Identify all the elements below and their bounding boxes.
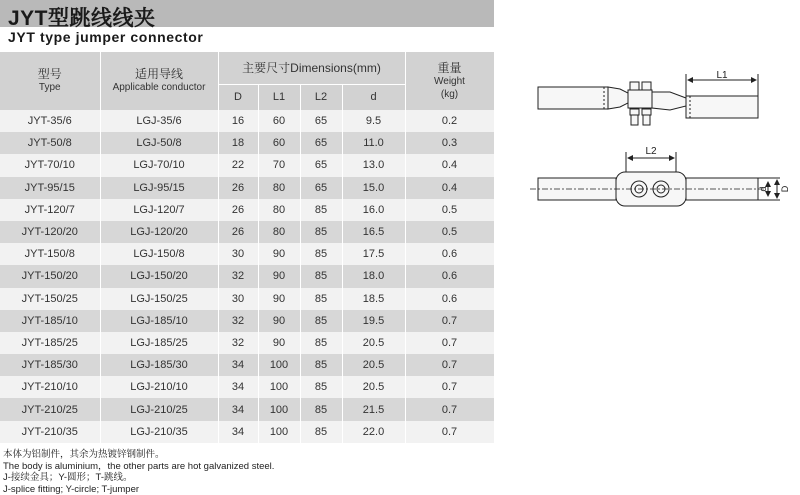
cell-weight: 0.7 xyxy=(405,421,494,443)
cell-conductor: LGJ-35/6 xyxy=(100,110,218,132)
cell-L1: 100 xyxy=(258,398,300,420)
cell-L1: 80 xyxy=(258,177,300,199)
side-right-taper xyxy=(652,92,686,110)
cell-type: JYT-70/10 xyxy=(0,154,100,176)
cell-L1: 60 xyxy=(258,132,300,154)
header-conductor xyxy=(100,52,218,110)
cell-weight: 0.3 xyxy=(405,132,494,154)
cell-weight: 0.7 xyxy=(405,310,494,332)
cell-conductor: LGJ-120/20 xyxy=(100,221,218,243)
cell-D: 34 xyxy=(218,398,258,420)
side-right-sleeve xyxy=(686,96,758,118)
cell-d: 16.0 xyxy=(342,199,405,221)
side-bolt-shank-right xyxy=(643,115,650,125)
header-weight-cn: 重量 xyxy=(437,60,462,75)
cell-D: 34 xyxy=(218,376,258,398)
cell-L2: 85 xyxy=(300,398,342,420)
table-row xyxy=(0,154,494,176)
cell-weight: 0.4 xyxy=(405,177,494,199)
cell-L2: 85 xyxy=(300,221,342,243)
cell-D: 26 xyxy=(218,199,258,221)
header-L2: L2 xyxy=(300,85,342,111)
cell-d: 19.5 xyxy=(342,310,405,332)
cell-weight: 0.2 xyxy=(405,110,494,132)
header-conductor-cn: 适用导线 xyxy=(134,67,183,81)
cell-conductor: LGJ-185/30 xyxy=(100,354,218,376)
cell-d: 9.5 xyxy=(342,110,405,132)
cell-conductor: LGJ-70/10 xyxy=(100,154,218,176)
cell-d: 20.5 xyxy=(342,332,405,354)
cell-D: 32 xyxy=(218,310,258,332)
cell-type: JYT-210/35 xyxy=(0,421,100,443)
cell-type: JYT-120/7 xyxy=(0,199,100,221)
cell-L2: 65 xyxy=(300,154,342,176)
table-row xyxy=(0,265,494,287)
header-conductor-en: Applicable conductor xyxy=(112,82,206,93)
cell-weight: 0.6 xyxy=(405,243,494,265)
side-clamp-block xyxy=(628,90,652,108)
cell-d: 20.5 xyxy=(342,354,405,376)
side-left-taper xyxy=(608,87,628,109)
header-d: d xyxy=(342,85,405,111)
cell-L1: 100 xyxy=(258,354,300,376)
l2-label: L2 xyxy=(645,146,657,157)
cell-L1: 90 xyxy=(258,243,300,265)
cell-weight: 0.7 xyxy=(405,376,494,398)
side-left-sleeve xyxy=(538,87,608,109)
cell-type: JYT-35/6 xyxy=(0,110,100,132)
cell-weight: 0.7 xyxy=(405,332,494,354)
cell-weight: 0.6 xyxy=(405,288,494,310)
cell-D: 34 xyxy=(218,354,258,376)
cell-conductor: LGJ-210/35 xyxy=(100,421,218,443)
cell-D: 22 xyxy=(218,154,258,176)
cell-D: 16 xyxy=(218,110,258,132)
note-line: 本体为铝制件，其余为热镀锌钢制件。 xyxy=(3,449,165,460)
note-line: J-接续金具；Y-圆形；T-跳线。 xyxy=(3,472,133,484)
cell-type: JYT-185/25 xyxy=(0,332,100,354)
cell-type: JYT-120/20 xyxy=(0,221,100,243)
cell-type: JYT-185/10 xyxy=(0,310,100,332)
table-row xyxy=(0,354,494,376)
table-row xyxy=(0,221,494,243)
header-weight-unit: (kg) xyxy=(440,88,459,100)
cell-L1: 100 xyxy=(258,376,300,398)
cell-type: JYT-150/25 xyxy=(0,288,100,310)
cell-D: 32 xyxy=(218,265,258,287)
side-bolt-top-right xyxy=(642,82,651,90)
cell-conductor: LGJ-120/7 xyxy=(100,199,218,221)
cell-conductor: LGJ-150/8 xyxy=(100,243,218,265)
cell-d: 13.0 xyxy=(342,154,405,176)
header-D: D xyxy=(218,85,258,111)
side-bolt-shank-left xyxy=(631,115,638,125)
side-view xyxy=(538,74,758,125)
cell-L1: 90 xyxy=(258,288,300,310)
cell-L1: 80 xyxy=(258,221,300,243)
cell-d: 17.5 xyxy=(342,243,405,265)
cell-L2: 85 xyxy=(300,332,342,354)
spec-table xyxy=(0,52,495,443)
header-type xyxy=(0,52,100,110)
cell-L1: 90 xyxy=(258,332,300,354)
cell-D: 30 xyxy=(218,288,258,310)
cell-conductor: LGJ-50/8 xyxy=(100,132,218,154)
cell-D: 34 xyxy=(218,421,258,443)
cell-L1: 80 xyxy=(258,199,300,221)
cell-L2: 85 xyxy=(300,199,342,221)
cell-L2: 85 xyxy=(300,354,342,376)
cell-type: JYT-210/25 xyxy=(0,398,100,420)
table-row xyxy=(0,421,494,443)
cell-weight: 0.7 xyxy=(405,398,494,420)
side-bolt-top-left xyxy=(630,82,639,90)
cell-L2: 85 xyxy=(300,421,342,443)
table-row xyxy=(0,288,494,310)
cell-d: 18.5 xyxy=(342,288,405,310)
cell-d: 20.5 xyxy=(342,376,405,398)
cell-type: JYT-50/8 xyxy=(0,132,100,154)
header-weight xyxy=(405,52,494,110)
cell-weight: 0.5 xyxy=(405,221,494,243)
cell-D: 30 xyxy=(218,243,258,265)
cell-L1: 90 xyxy=(258,265,300,287)
cell-L2: 85 xyxy=(300,288,342,310)
cell-L2: 85 xyxy=(300,376,342,398)
top-view xyxy=(530,152,780,206)
cell-L2: 85 xyxy=(300,265,342,287)
spec-table-body xyxy=(0,110,494,443)
cell-weight: 0.7 xyxy=(405,354,494,376)
header-type-cn: 型号 xyxy=(37,67,62,81)
cell-L2: 65 xyxy=(300,132,342,154)
table-row xyxy=(0,398,494,420)
page-subtitle: JYT type jumper connector xyxy=(8,29,204,45)
cell-d: 21.5 xyxy=(342,398,405,420)
cell-D: 32 xyxy=(218,332,258,354)
table-row xyxy=(0,199,494,221)
table-row xyxy=(0,310,494,332)
cell-D: 18 xyxy=(218,132,258,154)
cell-L1: 70 xyxy=(258,154,300,176)
header-weight-en: Weight xyxy=(434,75,465,87)
cell-conductor: LGJ-210/10 xyxy=(100,376,218,398)
note-line: J-splice fitting; Y-circle; T-jumper xyxy=(3,483,140,495)
cell-D: 26 xyxy=(218,221,258,243)
cell-weight: 0.5 xyxy=(405,199,494,221)
cell-conductor: LGJ-185/10 xyxy=(100,310,218,332)
cell-L2: 65 xyxy=(300,177,342,199)
cell-conductor: LGJ-185/25 xyxy=(100,332,218,354)
cell-conductor: LGJ-150/20 xyxy=(100,265,218,287)
d-label: d xyxy=(758,186,768,192)
l1-label: L1 xyxy=(716,70,728,81)
page-title: JYT型跳线线夹 xyxy=(8,7,156,30)
cell-L1: 100 xyxy=(258,421,300,443)
cell-conductor: LGJ-150/25 xyxy=(100,288,218,310)
table-row xyxy=(0,177,494,199)
cell-D: 26 xyxy=(218,177,258,199)
notes xyxy=(3,449,274,495)
cell-L2: 65 xyxy=(300,110,342,132)
header-type-en: Type xyxy=(38,82,61,93)
note-line: The body is aluminium，the other parts are hot galvanized steel. xyxy=(3,460,275,472)
cell-L2: 85 xyxy=(300,310,342,332)
header-L1: L1 xyxy=(258,85,300,111)
cell-type: JYT-95/15 xyxy=(0,177,100,199)
cell-L2: 85 xyxy=(300,243,342,265)
header-dimensions: 主要尺寸Dimensions(mm) xyxy=(218,52,405,85)
cell-conductor: LGJ-95/15 xyxy=(100,177,218,199)
cell-weight: 0.4 xyxy=(405,154,494,176)
side-nut-left xyxy=(630,109,639,115)
cell-d: 11.0 xyxy=(342,132,405,154)
cell-d: 15.0 xyxy=(342,177,405,199)
cell-L1: 90 xyxy=(258,310,300,332)
cell-type: JYT-150/20 xyxy=(0,265,100,287)
table-row xyxy=(0,376,494,398)
cell-type: JYT-210/10 xyxy=(0,376,100,398)
cell-conductor: LGJ-210/25 xyxy=(100,398,218,420)
cell-d: 16.5 xyxy=(342,221,405,243)
table-row xyxy=(0,132,494,154)
table-row xyxy=(0,332,494,354)
cell-weight: 0.6 xyxy=(405,265,494,287)
cell-L1: 60 xyxy=(258,110,300,132)
connector-diagram xyxy=(500,40,800,240)
cell-type: JYT-150/8 xyxy=(0,243,100,265)
cell-d: 18.0 xyxy=(342,265,405,287)
D-label: D xyxy=(780,185,790,193)
table-row xyxy=(0,110,494,132)
cell-type: JYT-185/30 xyxy=(0,354,100,376)
table-row xyxy=(0,243,494,265)
side-nut-right xyxy=(642,109,651,115)
cell-d: 22.0 xyxy=(342,421,405,443)
